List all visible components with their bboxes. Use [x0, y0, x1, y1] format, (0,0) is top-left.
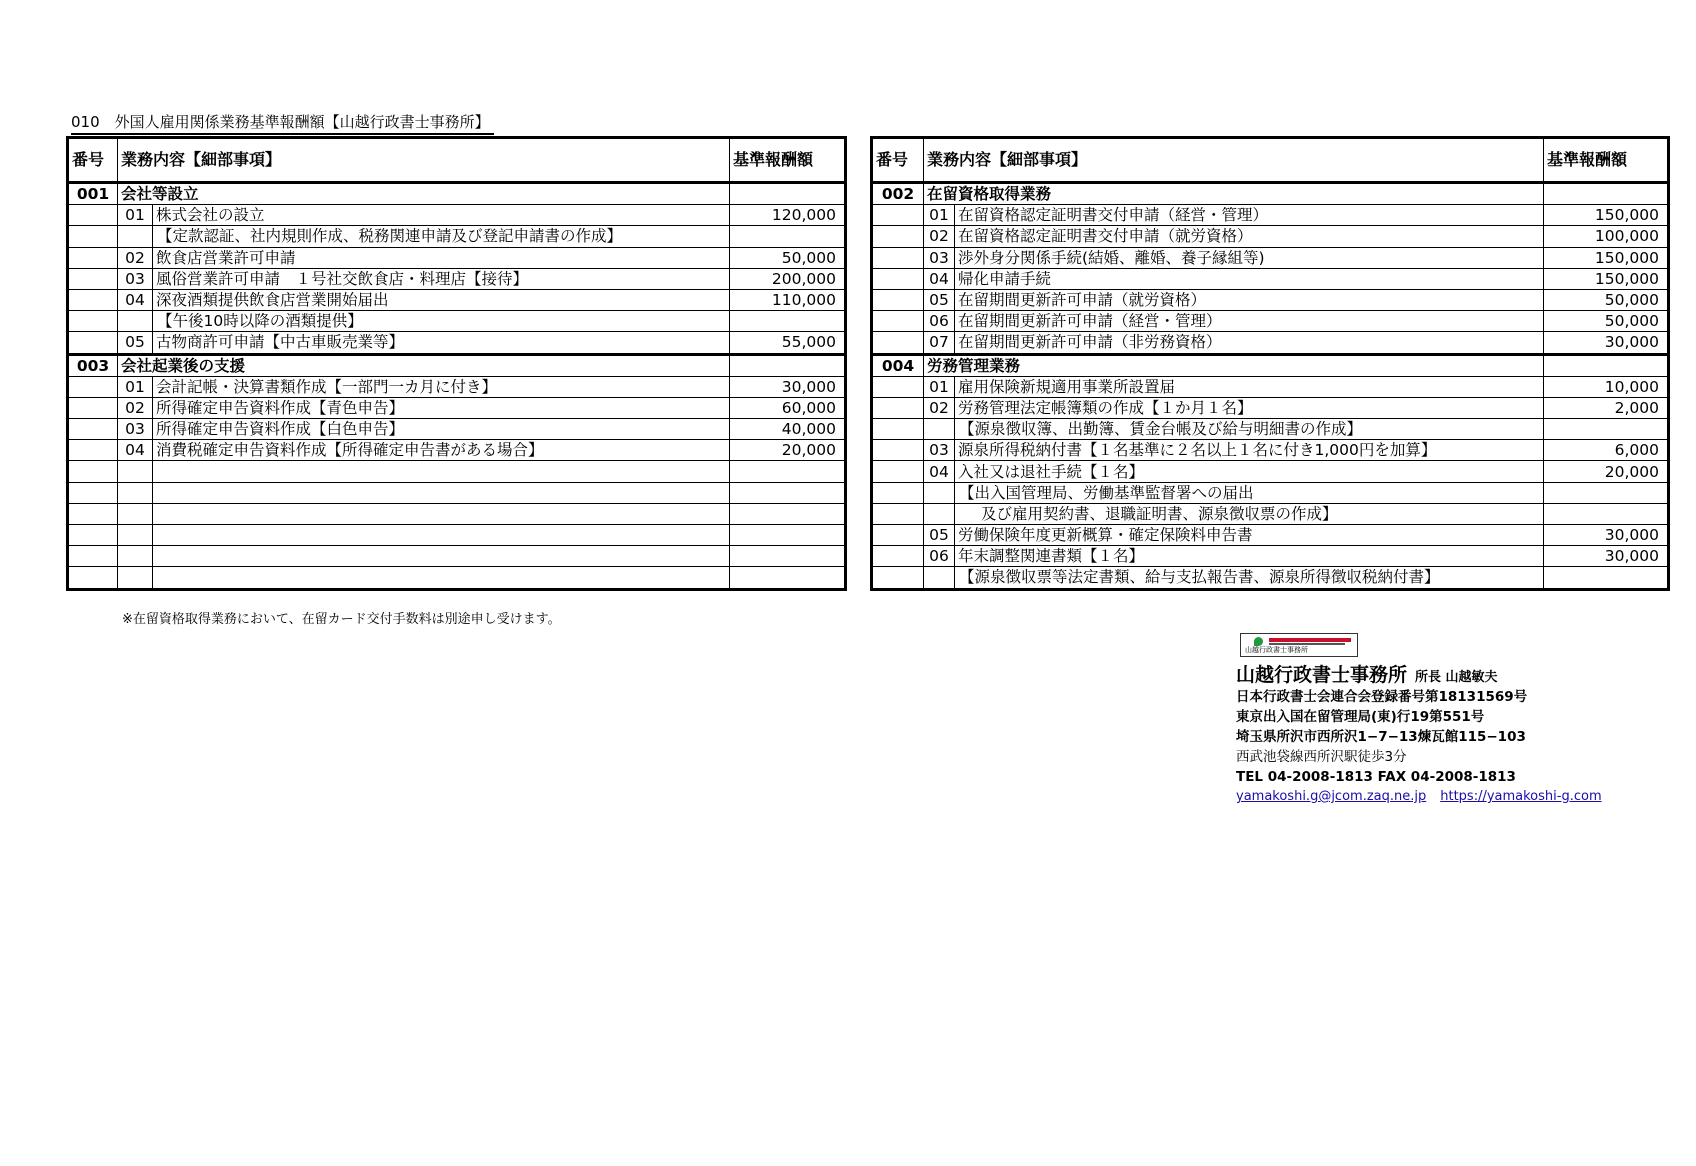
- detail-note: 【出入国管理局、労働基準監督署への届出: [955, 482, 1544, 503]
- logo-text: 山越行政書士事務所: [1245, 646, 1308, 654]
- service-row: [68, 289, 846, 310]
- service-row: [872, 247, 1669, 268]
- service-fee: 200,000: [730, 268, 846, 289]
- fee-table-right-body: [872, 138, 1669, 590]
- service-label: 所得確定申告資料作成【青色申告】: [153, 397, 730, 418]
- service-label: 消費税確定申告資料作成【所得確定申告書がある場合】: [153, 440, 730, 461]
- empty-number-cell: [68, 440, 118, 461]
- detail-note-row: [872, 482, 1669, 503]
- service-label: 在留期間更新許可申請（就労資格）: [955, 289, 1544, 310]
- service-fee: 110,000: [730, 289, 846, 310]
- detail-note: 【源泉徴収票等法定書類、給与支払報告書、源泉所得徴収税納付書】: [955, 567, 1544, 589]
- empty-number-cell: [68, 311, 118, 332]
- service-fee: 30,000: [1544, 546, 1669, 567]
- empty-row: [68, 525, 846, 546]
- service-label: 風俗営業許可申請 １号社交飲食店・料理店【接待】: [153, 268, 730, 289]
- service-label: 古物商許可申請【中古車販売業等】: [153, 332, 730, 354]
- empty-number-cell: [872, 461, 924, 482]
- empty-number-cell: [68, 332, 118, 354]
- category-fee: [730, 183, 846, 205]
- empty-number-cell: [872, 376, 924, 397]
- fee-table-right: [870, 136, 1670, 591]
- empty-number-cell: [872, 525, 924, 546]
- empty-number-cell: [872, 268, 924, 289]
- category-row: [872, 183, 1669, 205]
- service-row: [68, 376, 846, 397]
- category-code: 004: [872, 354, 924, 376]
- empty-number-cell: [872, 247, 924, 268]
- header-content: 業務内容【細部事項】: [118, 138, 730, 183]
- empty-number-cell: [68, 247, 118, 268]
- empty-cell: [153, 461, 730, 482]
- empty-number-cell: [872, 546, 924, 567]
- service-row: [68, 332, 846, 354]
- empty-row: [68, 461, 846, 482]
- service-code: 03: [118, 419, 153, 440]
- category-label: 労務管理業務: [924, 354, 1544, 376]
- service-label: 深夜酒類提供飲食店営業開始届出: [153, 289, 730, 310]
- service-row: [872, 397, 1669, 418]
- service-fee: 55,000: [730, 332, 846, 354]
- empty-cell: [118, 461, 153, 482]
- detail-note: 及び雇用契約書、退職証明書、源泉徴収票の作成】: [981, 504, 1338, 523]
- detail-fee: [730, 311, 846, 332]
- service-label: 在留資格認定証明書交付申請（経営・管理）: [955, 205, 1544, 226]
- service-label: 在留期間更新許可申請（非労務資格）: [955, 332, 1544, 354]
- empty-cell: [68, 567, 118, 589]
- table-header-row: [872, 138, 1669, 183]
- empty-number-cell: [872, 503, 924, 524]
- office-address: 埼玉県所沢市西所沢1−7−13煉瓦館115−103: [1236, 729, 1526, 745]
- detail-note: 【源泉徴収簿、出勤簿、賃金台帳及び給与明細書の作成】: [955, 419, 1544, 440]
- empty-cell: [153, 482, 730, 503]
- category-label: 在留資格取得業務: [924, 183, 1544, 205]
- service-code: 06: [924, 311, 955, 332]
- service-fee: 100,000: [1544, 226, 1669, 247]
- empty-cell: [730, 546, 846, 567]
- empty-number-cell: [872, 205, 924, 226]
- detail-fee: [1544, 419, 1669, 440]
- empty-cell: [730, 525, 846, 546]
- empty-row: [68, 482, 846, 503]
- empty-cell: [118, 546, 153, 567]
- empty-cell: [118, 503, 153, 524]
- empty-cell: [153, 567, 730, 589]
- service-row: [68, 268, 846, 289]
- service-code: 04: [118, 289, 153, 310]
- service-code: 07: [924, 332, 955, 354]
- detail-fee: [730, 226, 846, 247]
- category-label: 会社起業後の支援: [118, 354, 730, 376]
- office-name: 山越行政書士事務所: [1236, 664, 1408, 686]
- service-row: [872, 546, 1669, 567]
- detail-note: 【定款認証、社内規則作成、税務関連申請及び登記申請書の作成】: [153, 226, 730, 247]
- empty-cell: [68, 482, 118, 503]
- header-fee: 基準報酬額: [1544, 138, 1669, 183]
- service-fee: 150,000: [1544, 268, 1669, 289]
- service-code: 02: [118, 397, 153, 418]
- empty-number-cell: [872, 482, 924, 503]
- service-fee: 30,000: [730, 376, 846, 397]
- service-code: 02: [924, 226, 955, 247]
- table-header-row: [68, 138, 846, 183]
- detail-note-row: [68, 226, 846, 247]
- service-fee: 20,000: [1544, 461, 1669, 482]
- footnote: ※在留資格取得業務において、在留カード交付手数料は別途申し受けます。: [122, 612, 561, 627]
- empty-cell: [730, 503, 846, 524]
- empty-cell: [68, 503, 118, 524]
- empty-cell: [730, 461, 846, 482]
- empty-number-cell: [872, 289, 924, 310]
- category-fee: [1544, 354, 1669, 376]
- service-code: 05: [924, 289, 955, 310]
- service-fee: 50,000: [1544, 311, 1669, 332]
- office-info: [1236, 633, 1616, 807]
- empty-number-cell: [68, 289, 118, 310]
- service-label: 所得確定申告資料作成【白色申告】: [153, 419, 730, 440]
- logo-stripe: [1269, 638, 1351, 642]
- service-label: 源泉所得税納付書【１名基準に２名以上１名に付き1,000円を加算】: [955, 440, 1544, 461]
- empty-number-cell: [68, 226, 118, 247]
- category-fee: [1544, 183, 1669, 205]
- category-code: 002: [872, 183, 924, 205]
- service-code: 02: [924, 397, 955, 418]
- empty-number-cell: [872, 332, 924, 354]
- service-label: 在留期間更新許可申請（経営・管理）: [955, 311, 1544, 332]
- empty-number-cell: [68, 419, 118, 440]
- service-row: [872, 311, 1669, 332]
- fee-table-left: [66, 136, 847, 591]
- empty-code-cell: [924, 419, 955, 440]
- service-code: 04: [924, 461, 955, 482]
- category-code: 001: [68, 183, 118, 205]
- detail-note: 【午後10時以降の酒類提供】: [153, 311, 730, 332]
- service-fee: 6,000: [1544, 440, 1669, 461]
- empty-number-cell: [872, 311, 924, 332]
- service-fee: 20,000: [730, 440, 846, 461]
- service-code: 03: [924, 247, 955, 268]
- detail-fee: [1544, 503, 1669, 524]
- service-fee: 50,000: [730, 247, 846, 268]
- service-fee: 30,000: [1544, 525, 1669, 546]
- service-code: 04: [924, 268, 955, 289]
- service-code: 02: [118, 247, 153, 268]
- service-label: 飲食店営業許可申請: [153, 247, 730, 268]
- service-label: 労務管理法定帳簿類の作成【１か月１名】: [955, 397, 1544, 418]
- service-code: 04: [118, 440, 153, 461]
- service-label: 渉外身分関係手続(結婚、離婚、養子縁組等): [955, 247, 1544, 268]
- service-fee: 40,000: [730, 419, 846, 440]
- service-fee: 2,000: [1544, 397, 1669, 418]
- office-logo: [1240, 633, 1358, 657]
- service-row: [872, 525, 1669, 546]
- service-fee: 60,000: [730, 397, 846, 418]
- registration-number: 日本行政書士会連合会登録番号第18131569号: [1236, 689, 1528, 705]
- category-code: 003: [68, 354, 118, 376]
- service-fee: 150,000: [1544, 247, 1669, 268]
- service-label: 年末調整関連書類【１名】: [955, 546, 1544, 567]
- service-row: [872, 205, 1669, 226]
- empty-cell: [118, 567, 153, 589]
- empty-number-cell: [68, 205, 118, 226]
- service-row: [872, 376, 1669, 397]
- header-content: 業務内容【細部事項】: [924, 138, 1544, 183]
- detail-note-cell: [955, 503, 1544, 524]
- service-label: 株式会社の設立: [153, 205, 730, 226]
- empty-row: [68, 567, 846, 589]
- service-fee: 50,000: [1544, 289, 1669, 310]
- office-station: 西武池袋線西所沢駅徒歩3分: [1236, 749, 1407, 765]
- detail-note-row: [68, 311, 846, 332]
- header-number: 番号: [872, 138, 924, 183]
- detail-fee: [1544, 567, 1669, 589]
- empty-number-cell: [68, 376, 118, 397]
- empty-cell: [153, 546, 730, 567]
- detail-note-row: [872, 419, 1669, 440]
- header-number: 番号: [68, 138, 118, 183]
- service-row: [872, 289, 1669, 310]
- fee-table-left-body: [68, 138, 846, 590]
- empty-number-cell: [68, 268, 118, 289]
- service-code: 01: [924, 376, 955, 397]
- service-label: 入社又は退社手続【１名】: [955, 461, 1544, 482]
- service-row: [872, 332, 1669, 354]
- category-row: [872, 354, 1669, 376]
- service-row: [68, 397, 846, 418]
- empty-cell: [68, 525, 118, 546]
- empty-row: [68, 503, 846, 524]
- detail-fee: [1544, 482, 1669, 503]
- service-code: 01: [118, 376, 153, 397]
- service-code: 06: [924, 546, 955, 567]
- service-row: [68, 419, 846, 440]
- service-fee: 150,000: [1544, 205, 1669, 226]
- service-row: [872, 440, 1669, 461]
- service-fee: 10,000: [1544, 376, 1669, 397]
- document-title: 010 外国人雇用関係業務基準報酬額【山越行政書士事務所】: [71, 111, 494, 135]
- empty-cell: [118, 482, 153, 503]
- service-code: 05: [924, 525, 955, 546]
- detail-note-row: [872, 503, 1669, 524]
- service-row: [872, 461, 1669, 482]
- service-fee: 30,000: [1544, 332, 1669, 354]
- empty-cell: [730, 482, 846, 503]
- empty-number-cell: [68, 397, 118, 418]
- empty-number-cell: [872, 419, 924, 440]
- service-code: 03: [924, 440, 955, 461]
- office-links: [1236, 787, 1616, 807]
- service-row: [68, 205, 846, 226]
- email-link[interactable]: yamakoshi.g@jcom.zaq.ne.jp: [1236, 789, 1427, 804]
- empty-cell: [68, 461, 118, 482]
- empty-number-cell: [872, 226, 924, 247]
- empty-code-cell: [924, 567, 955, 589]
- empty-row: [68, 546, 846, 567]
- detail-note-row: [872, 567, 1669, 589]
- service-row: [68, 440, 846, 461]
- service-code: 03: [118, 268, 153, 289]
- empty-cell: [153, 503, 730, 524]
- empty-cell: [118, 525, 153, 546]
- empty-cell: [68, 546, 118, 567]
- service-code: 01: [924, 205, 955, 226]
- empty-number-cell: [872, 397, 924, 418]
- service-code: 05: [118, 332, 153, 354]
- category-fee: [730, 354, 846, 376]
- category-row: [68, 354, 846, 376]
- immigration-number: 東京出入国在留管理局(東)行19第551号: [1236, 709, 1485, 725]
- empty-code-cell: [924, 503, 955, 524]
- category-row: [68, 183, 846, 205]
- empty-number-cell: [872, 440, 924, 461]
- service-label: 在留資格認定証明書交付申請（就労資格）: [955, 226, 1544, 247]
- service-row: [872, 226, 1669, 247]
- website-link[interactable]: https://yamakoshi-g.com: [1440, 789, 1602, 804]
- service-code: 01: [118, 205, 153, 226]
- empty-code-cell: [118, 226, 153, 247]
- header-fee: 基準報酬額: [730, 138, 846, 183]
- service-label: 帰化申請手続: [955, 268, 1544, 289]
- service-label: 労働保険年度更新概算・確定保険料申告書: [955, 525, 1544, 546]
- office-tel-fax: TEL 04-2008-1813 FAX 04-2008-1813: [1236, 769, 1516, 785]
- service-label: 雇用保険新規適用事業所設置届: [955, 376, 1544, 397]
- service-row: [872, 268, 1669, 289]
- empty-cell: [730, 567, 846, 589]
- office-name-line: [1236, 660, 1616, 687]
- empty-cell: [153, 525, 730, 546]
- empty-code-cell: [924, 482, 955, 503]
- category-label: 会社等設立: [118, 183, 730, 205]
- service-fee: 120,000: [730, 205, 846, 226]
- service-row: [68, 247, 846, 268]
- service-label: 会計記帳・決算書類作成【一部門一カ月に付き】: [153, 376, 730, 397]
- office-director: 所長 山越敏夫: [1415, 670, 1498, 685]
- empty-number-cell: [872, 567, 924, 589]
- empty-code-cell: [118, 311, 153, 332]
